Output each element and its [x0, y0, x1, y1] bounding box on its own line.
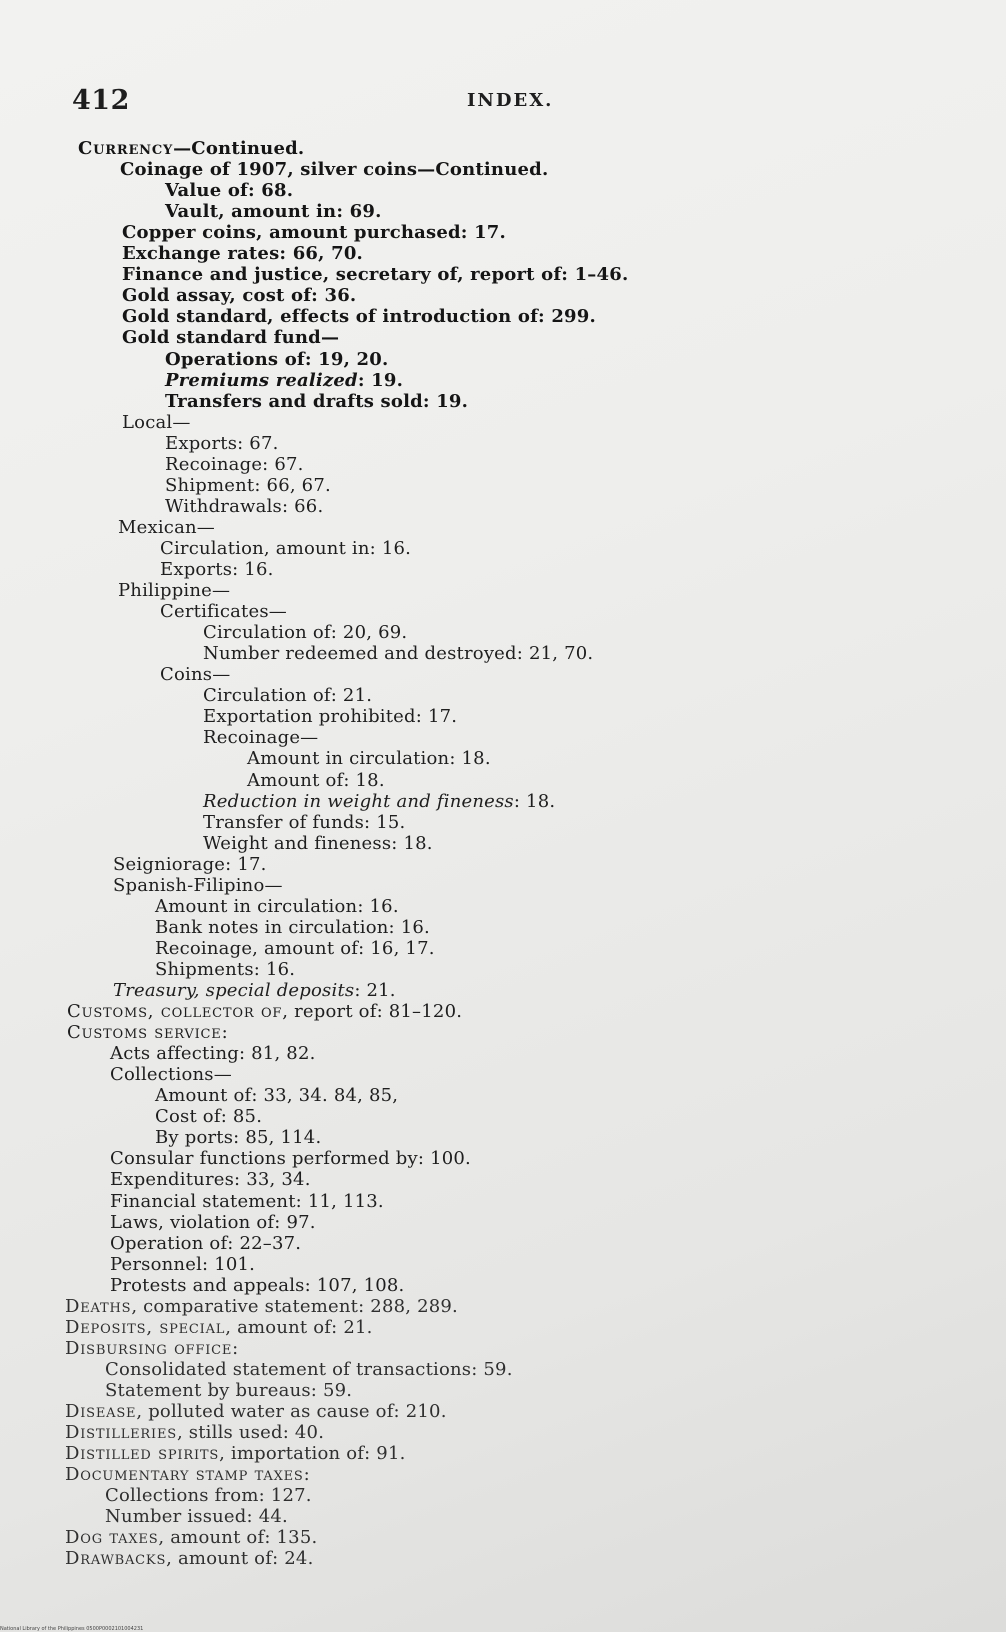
index-entry	[160, 664, 230, 685]
page-header: INDEX.	[467, 90, 554, 111]
index-entry	[155, 896, 399, 917]
index-entry	[165, 349, 388, 370]
index-entry	[105, 1485, 312, 1506]
footer-note: National Library of the Philippines 0500P0002101004231	[0, 1626, 144, 1632]
entry-text: Amount of: 33, 34. 84, 85,	[155, 1085, 399, 1106]
entry-text: Bank notes in circulation: 16.	[155, 917, 430, 938]
entry-text: Amount in circulation: 16.	[155, 896, 399, 917]
entry-text: Consolidated statement of transactions: 59.	[105, 1359, 513, 1380]
index-entry	[155, 1085, 398, 1106]
entry-text: Value of: 68.	[165, 180, 294, 201]
index-entry	[110, 1191, 384, 1212]
entry-text: Operation of: 22–37.	[110, 1233, 302, 1254]
page-number: 412	[72, 85, 130, 116]
entry-text: Shipment: 66, 67.	[165, 475, 331, 496]
index-entry	[67, 1022, 228, 1043]
index-entry	[165, 180, 293, 201]
entry-text: By ports: 85, 114.	[155, 1127, 322, 1148]
entry-heading: Deposits, special	[65, 1317, 226, 1338]
entry-text: Recoinage: 67.	[165, 454, 304, 475]
entry-text: Number redeemed and destroyed: 21, 70.	[203, 643, 594, 664]
index-entry	[113, 875, 283, 896]
index-entry	[118, 580, 230, 601]
entry-text: , importation of: 91.	[219, 1443, 406, 1464]
entry-text: Withdrawals: 66.	[165, 496, 324, 517]
entry-text: Exports: 16.	[160, 559, 274, 580]
entry-text: Exports: 67.	[165, 433, 279, 454]
index-entry	[203, 685, 372, 706]
index-entry	[155, 1106, 262, 1127]
index-entry	[155, 917, 430, 938]
index-entry	[113, 854, 267, 875]
index-entry	[155, 959, 295, 980]
entry-text: Number issued: 44.	[105, 1506, 288, 1527]
entry-heading: Documentary stamp taxes	[65, 1464, 304, 1485]
index-entry	[105, 1506, 288, 1527]
index-entry	[160, 601, 287, 622]
entry-text: Circulation of: 20, 69.	[203, 622, 408, 643]
index-entry	[65, 1296, 458, 1317]
entry-heading: Distilled spirits	[65, 1443, 220, 1464]
entry-heading: Disease	[65, 1401, 137, 1422]
index-entry	[110, 1148, 471, 1169]
index-entry	[110, 1275, 404, 1296]
index-entry	[155, 1127, 321, 1148]
entry-heading: Customs service	[67, 1022, 222, 1043]
entry-text: Personnel: 101.	[110, 1254, 256, 1275]
entry-text: —Continued.	[173, 138, 305, 159]
entry-heading: Currency	[78, 138, 174, 159]
index-entry	[65, 1443, 406, 1464]
index-entry	[203, 727, 318, 748]
entry-text: Shipments: 16.	[155, 959, 296, 980]
index-entry	[78, 138, 304, 159]
index-entry	[203, 812, 405, 833]
index-entry	[165, 433, 279, 454]
index-entry	[203, 791, 555, 812]
entry-text: Recoinage, amount of: 16, 17.	[155, 938, 435, 959]
entry-text: Spanish-Filipino—	[113, 875, 283, 896]
index-entry	[203, 833, 433, 854]
entry-text: , amount of: 21.	[225, 1317, 373, 1338]
index-entry	[165, 201, 382, 222]
entry-text: Weight and fineness: 18.	[203, 833, 433, 854]
entry-text: Consular functions performed by: 100.	[110, 1148, 471, 1169]
entry-text: Collections—	[110, 1064, 232, 1085]
entry-text: Amount in circulation: 18.	[247, 748, 491, 769]
entry-text: Finance and justice, secretary of, report of: 1–46.	[122, 264, 629, 285]
entry-text: Exchange rates: 66, 70.	[122, 243, 364, 264]
entry-heading: Distilleries	[65, 1422, 177, 1443]
entry-text: : 21.	[354, 980, 396, 1001]
entry-text: Gold standard fund—	[122, 327, 340, 348]
entry-text: Copper coins, amount purchased: 17.	[122, 222, 506, 243]
entry-text: , amount of: 135.	[158, 1527, 318, 1548]
entry-text: Vault, amount in: 69.	[165, 201, 382, 222]
entry-text: Local—	[122, 412, 191, 433]
entry-italic-text: Premiums realized	[165, 370, 358, 391]
index-entry	[160, 559, 274, 580]
entry-italic-text: Treasury, special deposits	[113, 980, 355, 1001]
index-entry	[247, 748, 491, 769]
index-entry	[203, 706, 457, 727]
index-entry	[165, 496, 323, 517]
index-entry	[165, 475, 331, 496]
index-entry	[65, 1338, 238, 1359]
entry-italic-text: Reduction in weight and fineness	[203, 791, 514, 812]
entry-text: Seigniorage: 17.	[113, 854, 267, 875]
index-entry	[110, 1254, 255, 1275]
entry-text: , polluted water as cause of: 210.	[136, 1401, 447, 1422]
entry-text: Recoinage—	[203, 727, 319, 748]
index-entry	[110, 1064, 232, 1085]
entry-text: Coins—	[160, 664, 231, 685]
entry-text: Circulation, amount in: 16.	[160, 538, 412, 559]
entry-text: Acts affecting: 81, 82.	[110, 1043, 316, 1064]
entry-text: Transfer of funds: 15.	[203, 812, 406, 833]
index-entry	[110, 1233, 301, 1254]
index-entry	[65, 1317, 373, 1338]
entry-text: , comparative statement: 288, 289.	[131, 1296, 458, 1317]
index-entry	[110, 1043, 316, 1064]
index-entry	[122, 306, 596, 327]
entry-text: :	[232, 1338, 239, 1359]
entry-text: Cost of: 85.	[155, 1106, 263, 1127]
index-entry	[118, 517, 215, 538]
entry-text: , stills used: 40.	[176, 1422, 325, 1443]
index-entry	[165, 454, 304, 475]
entry-text: Collections from: 127.	[105, 1485, 312, 1506]
entry-heading: Customs, collector of	[67, 1001, 283, 1022]
entry-text: Mexican—	[118, 517, 215, 538]
entry-text: Philippine—	[118, 580, 231, 601]
entry-text: Gold standard, effects of introduction of: 299.	[122, 306, 596, 327]
index-entry	[105, 1380, 352, 1401]
index-entry	[65, 1401, 447, 1422]
entry-text: Exportation prohibited: 17.	[203, 706, 458, 727]
entry-heading: Deaths	[65, 1296, 132, 1317]
entry-text: Protests and appeals: 107, 108.	[110, 1275, 405, 1296]
index-entry	[203, 643, 593, 664]
index-entry	[203, 622, 407, 643]
index-entry	[113, 980, 396, 1001]
index-entry	[122, 412, 191, 433]
index-entry	[67, 1001, 462, 1022]
entry-heading: Drawbacks	[65, 1548, 167, 1569]
entry-text: : 18.	[513, 791, 556, 812]
entry-text: Statement by bureaus: 59.	[105, 1380, 353, 1401]
entry-text: Circulation of: 21.	[203, 685, 373, 706]
entry-text: Coinage of 1907, silver coins—Continued.	[120, 159, 549, 180]
entry-text: , report of: 81–120.	[282, 1001, 463, 1022]
index-entry	[122, 264, 628, 285]
index-entry	[160, 538, 411, 559]
index-entry	[110, 1169, 311, 1190]
index-entry	[122, 285, 356, 306]
index-entry	[65, 1464, 310, 1485]
entry-text: Gold assay, cost of: 36.	[122, 285, 357, 306]
entry-text: Certificates—	[160, 601, 287, 622]
index-entry	[165, 391, 468, 412]
entry-text: , amount of: 24.	[166, 1548, 314, 1569]
entry-text: Operations of: 19, 20.	[165, 349, 389, 370]
entry-text: Financial statement: 11, 113.	[110, 1191, 384, 1212]
entry-heading: Dog taxes	[65, 1527, 159, 1548]
index-entry	[122, 327, 339, 348]
entry-heading: Disbursing office	[65, 1338, 233, 1359]
entry-text: Amount of: 18.	[247, 770, 385, 791]
index-entry	[122, 222, 506, 243]
index-entry	[165, 370, 403, 391]
index-entry	[105, 1359, 513, 1380]
index-entry	[110, 1212, 316, 1233]
index-entry	[155, 938, 435, 959]
index-entry	[65, 1422, 324, 1443]
entry-text: Expenditures: 33, 34.	[110, 1169, 311, 1190]
entry-text: Laws, violation of: 97.	[110, 1212, 316, 1233]
index-entry	[122, 243, 363, 264]
entry-text: :	[221, 1022, 228, 1043]
entry-text: Transfers and drafts sold: 19.	[165, 391, 469, 412]
index-entry	[247, 770, 385, 791]
index-entry	[120, 159, 548, 180]
index-entry	[65, 1527, 317, 1548]
entry-text: :	[303, 1464, 310, 1485]
entry-text: : 19.	[357, 370, 404, 391]
index-entry	[65, 1548, 314, 1569]
